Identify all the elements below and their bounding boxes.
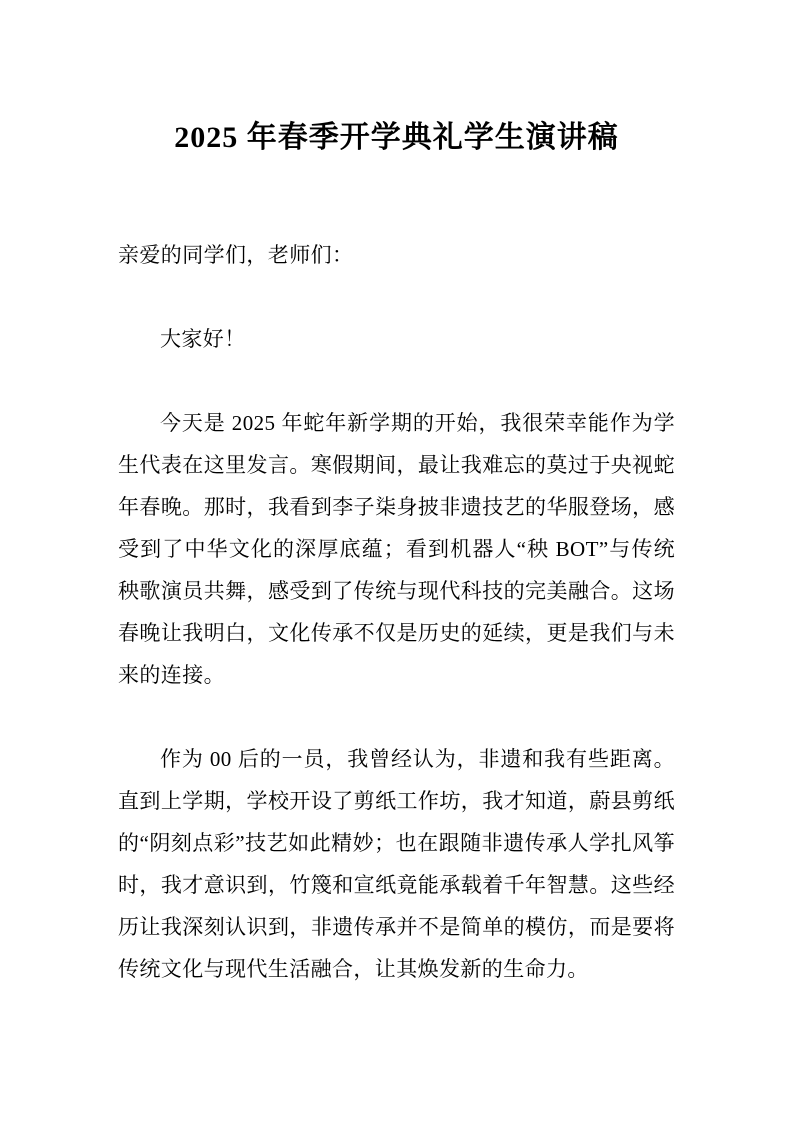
salutation-paragraph: 亲爱的同学们，老师们： — [118, 243, 354, 267]
body-paragraph-1: 今天是 2025 年蛇年新学期的开始，我很荣幸能作为学生代表在这里发言。寒假期间，最让我难忘的莫过于央视蛇年春晚。那时，我看到李子柒身披非遗技艺的华服登场，感受到了中华文化的深厚底蕴；看到机器人“秧 BOT”与传统秧歌演员共舞，感受到了传统与现代科技的完美融合。这场春晚让我明白，文化传承不仅是历史的延续，更是我们与未来的连接。 — [118, 411, 675, 687]
document-title: 2025 年春季开学典礼学生演讲稿 — [174, 121, 619, 154]
greeting-paragraph: 大家好！ — [160, 327, 246, 351]
body-paragraph-2: 作为 00 后的一员，我曾经认为，非遗和我有些距离。直到上学期，学校开设了剪纸工作坊，我才知道，蔚县剪纸的“阴刻点彩”技艺如此精妙；也在跟随非遗传承人学扎风筝时，我才意识到，竹篾和宣纸竟能承载着千年智慧。这些经历让我深刻认识到，非遗传承并不是简单的模仿，而是要将传统文化与现代生活融合，让其焕发新的生命力。 — [118, 747, 675, 981]
